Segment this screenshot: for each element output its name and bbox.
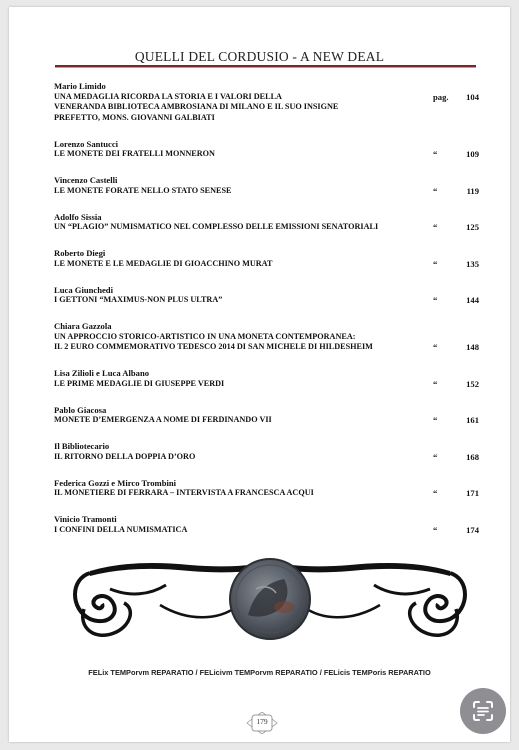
toc-page-ref — [433, 525, 479, 536]
toc-page-number: 161 — [466, 415, 479, 425]
toc-page-number: 135 — [466, 258, 479, 269]
toc-author: Lisa Zilioli e Luca Albano — [54, 368, 150, 378]
toc-title-line: PREFETTO, MONS. GIOVANNI GALBIATI — [54, 112, 215, 122]
toc-page-marker: “ — [433, 524, 438, 535]
toc-page-ref — [433, 259, 479, 270]
toc-author: Adolfo Sissia — [54, 211, 102, 222]
toc-entry — [54, 212, 479, 233]
toc-title-line: IL RITORNO DELLA DOPPIA D’ORO — [54, 451, 196, 461]
footer-motto: FELix TEMPorvm REPARATIO / FELicivm TEMPorvm REPARATIO / FELicis TEMPoris REPARATIO — [88, 668, 431, 677]
toc-author: Vinicio Tramonti — [54, 514, 117, 524]
toc-entry — [54, 441, 479, 462]
toc-page-ref — [433, 415, 479, 426]
toc-page-number: 104 — [466, 91, 479, 102]
text-scan-icon — [460, 688, 506, 734]
toc-page-marker: “ — [433, 222, 438, 232]
toc-page-marker: “ — [433, 415, 438, 425]
toc-page-ref — [433, 92, 479, 103]
table-of-contents — [54, 81, 479, 551]
toc-author: Lorenzo Santucci — [54, 138, 119, 149]
scroll-ornament-with-coin-icon — [70, 549, 470, 645]
toc-page-ref — [433, 186, 479, 197]
document-page — [9, 7, 510, 742]
toc-page-ref — [433, 452, 479, 463]
toc-page-number: 148 — [466, 342, 479, 352]
toc-title-line: LE MONETE E LE MEDAGLIE DI GIOACCHINO MURAT — [54, 258, 273, 268]
toc-page-marker: “ — [433, 185, 438, 196]
toc-page-ref — [433, 379, 479, 390]
toc-title-line: VENERANDA BIBLIOTECA AMBROSIANA DI MILANO E IL SUO INSIGNE — [54, 102, 339, 111]
toc-author: Roberto Diegi — [54, 248, 106, 258]
toc-title-line: LE MONETE FORATE NELLO STATO SENESE — [54, 185, 232, 195]
toc-entry — [54, 368, 479, 389]
toc-author: Mario Limido — [54, 81, 106, 91]
toc-entry — [54, 285, 479, 306]
toc-page-ref — [433, 149, 479, 160]
toc-entry — [54, 81, 479, 123]
toc-page-number: 168 — [466, 451, 479, 462]
toc-entry — [54, 514, 479, 535]
toc-author: Luca Giunchedi — [54, 284, 113, 295]
page-number: 179 — [256, 717, 268, 726]
toc-title-line: IL MONETIERE DI FERRARA – INTERVISTA A FRANCESCA ACQUI — [54, 488, 314, 497]
toc-page-ref — [433, 342, 479, 353]
toc-author: Il Bibliotecario — [54, 441, 110, 451]
toc-title-line: UN APPROCCIO STORICO-ARTISTICO IN UNA MONETA CONTEMPORANEA: — [54, 331, 356, 341]
page-header-title: QUELLI DEL CORDUSIO - A NEW DEAL — [134, 49, 385, 64]
toc-page-ref — [433, 295, 479, 306]
toc-author: Vincenzo Castelli — [54, 175, 118, 185]
toc-page-number: 171 — [466, 488, 479, 498]
toc-page-number: 125 — [466, 222, 479, 232]
toc-author: Federica Gozzi e Mirco Trombini — [54, 477, 177, 488]
toc-page-number: 109 — [466, 149, 479, 159]
toc-page-number: 152 — [466, 378, 479, 389]
toc-entry — [54, 248, 479, 269]
toc-title-line: LE PRIME MEDAGLIE DI GIUSEPPE VERDI — [54, 378, 225, 388]
toc-page-ref — [433, 222, 479, 233]
header-rule — [55, 65, 476, 68]
toc-title-line: UNA MEDAGLIA RICORDA LA STORIA E I VALORI DELLA — [54, 91, 282, 101]
toc-title-line: IL 2 EURO COMMEMORATIVO TEDESCO 2014 DI SAN MICHELE DI HILDESHEIM — [54, 342, 373, 351]
toc-title-line: I GETTONI “MAXIMUS-NON PLUS ULTRA” — [54, 295, 223, 304]
toc-page-number: 119 — [466, 185, 479, 196]
toc-page-ref — [433, 488, 479, 499]
toc-entry — [54, 139, 479, 160]
toc-page-number: 144 — [466, 295, 479, 305]
toc-page-marker: “ — [433, 451, 438, 462]
toc-entry — [54, 478, 479, 499]
toc-entry — [54, 405, 479, 426]
toc-page-number: 174 — [466, 524, 479, 535]
text-scan-button[interactable] — [460, 688, 506, 734]
toc-title-line: LE MONETE DEI FRATELLI MONNERON — [54, 149, 215, 158]
toc-page-marker: “ — [433, 258, 438, 269]
toc-page-marker: “ — [433, 342, 438, 352]
toc-page-marker: “ — [433, 149, 438, 159]
toc-entry — [54, 321, 479, 353]
toc-author: Pablo Giacosa — [54, 404, 107, 415]
toc-page-marker: “ — [433, 488, 438, 498]
toc-title-line: I CONFINI DELLA NUMISMATICA — [54, 524, 188, 534]
toc-page-marker: pag. — [433, 91, 449, 102]
toc-author: Chiara Gazzola — [54, 321, 112, 331]
toc-entry — [54, 175, 479, 196]
toc-page-marker: “ — [433, 295, 438, 305]
toc-title-line: MONETE D’EMERGENZA A NOME DI FERDINANDO VII — [54, 415, 272, 424]
toc-title-line: UN “PLAGIO” NUMISMATICO NEL COMPLESSO DELLE EMISSIONI SENATORIALI — [54, 222, 379, 231]
toc-page-marker: “ — [433, 378, 438, 389]
page-number-badge — [245, 712, 279, 734]
